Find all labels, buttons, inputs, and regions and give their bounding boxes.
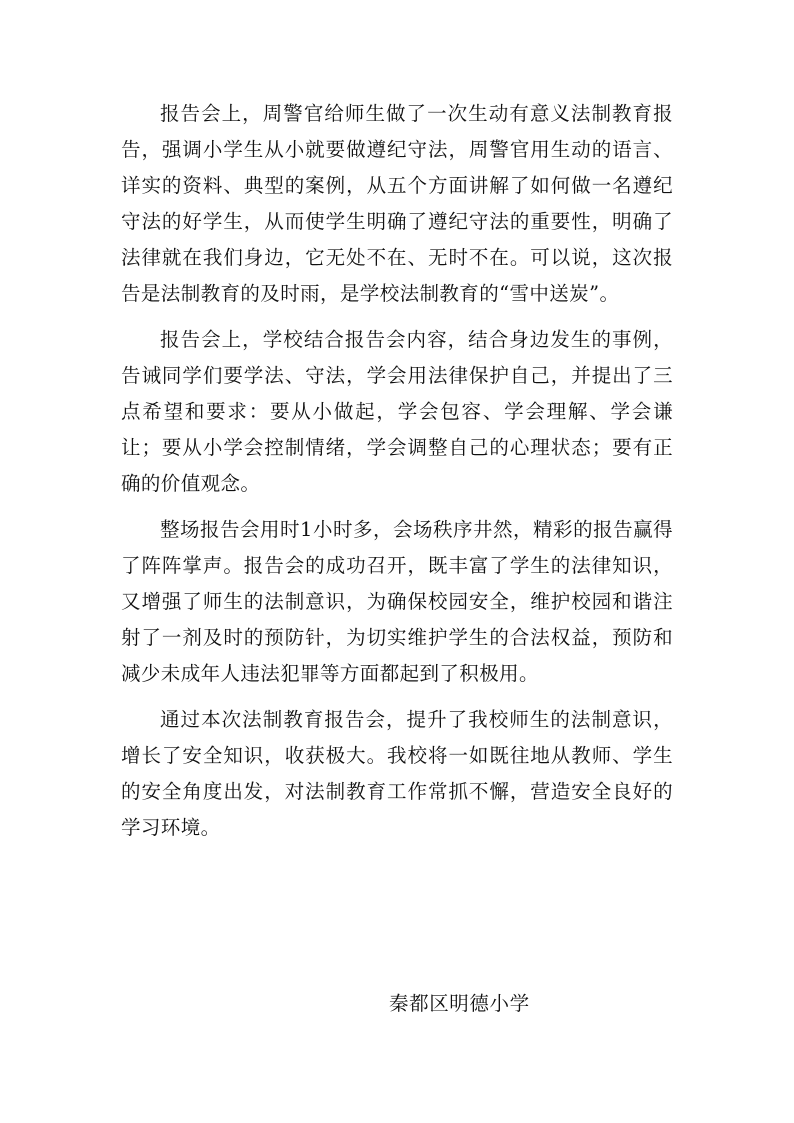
paragraph-1: 报告会上，周警官给师生做了一次生动有意义法制教育报告，强调小学生从小就要做遵纪守法，周警官用生动的语言、详实的资料、典型的案例，从五个方面讲解了如何做一名遵纪守法的好学生，从而使学生明确了遵纪守法的重要性，明确了法律就在我们身边，它无处不在、无时不在。可以说，这次报告是法制教育的及时雨，是学校法制教育的“雪中送炭”。 <box>121 102 673 305</box>
paragraph-4: 通过本次法制教育报告会，提升了我校师生的法制意识，增长了安全知识，收获极大。我校将一如既往地从教师、学生的安全角度出发，对法制教育工作常抓不懈，营造安全良好的学习环境。 <box>121 708 673 839</box>
paragraph-2: 报告会上，学校结合报告会内容，结合身边发生的事例，告诫同学们要学法、守法，学会用法律保护自己，并提出了三点希望和要求：要从小做起，学会包容、学会理解、学会谦让；要从小学会控制情绪，学会调整自己的心理状态；要有正确的价值观念。 <box>121 328 673 495</box>
document-body <box>121 96 673 856</box>
signature: 秦都区明德小学 <box>389 992 530 1015</box>
paragraph-3: 整场报告会用时1小时多，会场秩序井然，精彩的报告赢得了阵阵掌声。报告会的成功召开，既丰富了学生的法律知识，又增强了师生的法制意识，为确保校园安全，维护校园和谐注射了一剂及时的预防针，为切实维护学生的合法权益，预防和减少未成年人违法犯罪等方面都起到了积极用。 <box>121 518 673 685</box>
